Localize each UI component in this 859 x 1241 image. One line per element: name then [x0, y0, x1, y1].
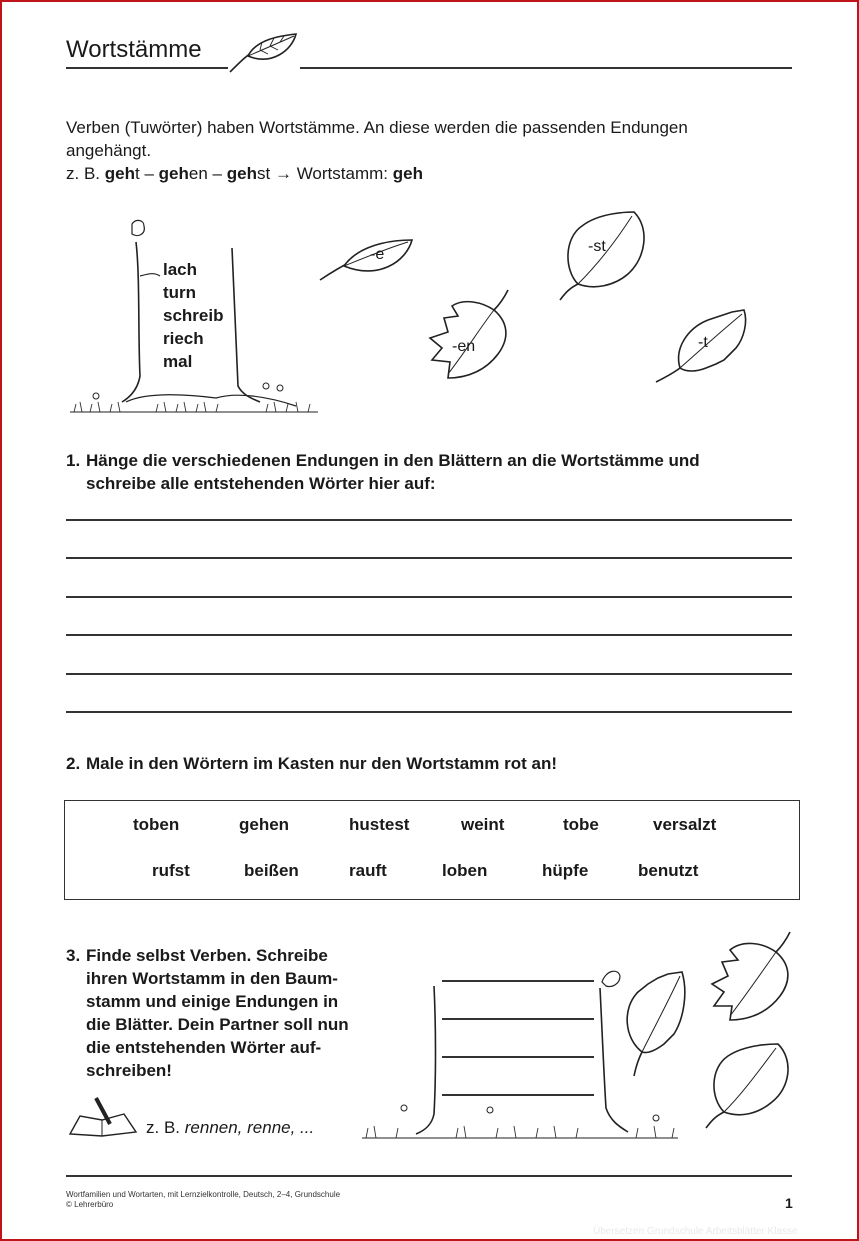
task-3-example: z. B. rennen, renne, ...	[146, 1118, 315, 1137]
book-pencil-icon	[66, 1094, 138, 1138]
stem-word: schreib	[163, 306, 224, 325]
trunk-writing-line[interactable]	[442, 980, 594, 982]
box-word[interactable]: loben	[442, 861, 488, 880]
task-1	[66, 449, 806, 495]
task-3: 3. Finde selbst Verben. Schreibe ihren Wortstamm in den Baum- stamm und einige Endungen in die Blätter. Dein Partner soll nun die entstehenden Wörter auf- schreiben!	[66, 946, 349, 1080]
footer	[66, 1190, 340, 1210]
ending-en: -en	[452, 338, 476, 355]
task-1-number: 1.	[66, 451, 81, 470]
title-leaf-icon	[226, 30, 302, 76]
footer-rule	[66, 1175, 792, 1177]
stem-word: turn	[163, 283, 197, 302]
box-word[interactable]: rufst	[152, 861, 190, 880]
empty-leaf-icon[interactable]	[708, 930, 794, 1024]
bird-icon	[602, 971, 620, 986]
task-1-line-1: Hänge die verschiedenen Endungen in den Blättern an die Wortstämme und	[86, 451, 700, 470]
ending-t: -t	[698, 334, 708, 351]
intro-line-1: Verben (Tuwörter) haben Wortstämme. An diese werden die passenden Endungen	[66, 118, 688, 137]
arrow-icon: →	[274, 164, 292, 183]
box-word[interactable]: benutzt	[638, 861, 699, 880]
task-2-number: 2.	[66, 754, 81, 773]
writing-line[interactable]	[66, 557, 792, 559]
box-word[interactable]: hüpfe	[542, 861, 589, 880]
writing-line[interactable]	[66, 711, 792, 713]
intro-example: z. B. geht – gehen – gehst → Wortstamm: geh	[66, 164, 423, 183]
intro-line-2: angehängt.	[66, 141, 152, 160]
box-word[interactable]: toben	[133, 815, 180, 834]
task-2	[66, 752, 806, 775]
trunk-writing-line[interactable]	[442, 1094, 594, 1096]
box-word[interactable]: versalzt	[653, 815, 717, 834]
writing-line[interactable]	[66, 673, 792, 675]
leaf-st-icon	[556, 208, 652, 304]
leaf-e-icon	[318, 236, 418, 284]
task-3-number: 3.	[66, 946, 81, 965]
box-word[interactable]: weint	[461, 815, 505, 834]
writing-line[interactable]	[66, 596, 792, 598]
writing-line[interactable]	[66, 519, 792, 521]
intro-text	[66, 116, 786, 185]
leaf-en-icon	[424, 288, 516, 382]
footer-line-2: © Lehrerbüro	[66, 1200, 114, 1209]
bird-icon	[132, 220, 144, 235]
stem-word: riech	[163, 329, 204, 348]
task-1-line-2: schreibe alle entstehenden Wörter hier auf:	[86, 474, 436, 493]
trunk-writing-line[interactable]	[442, 1018, 594, 1020]
box-word[interactable]: tobe	[563, 815, 599, 834]
word-stems-list	[163, 258, 223, 373]
title-underline	[66, 67, 228, 69]
task-2-text: Male in den Wörtern im Kasten nur den Wortstamm rot an!	[86, 754, 558, 773]
ending-st: -st	[588, 238, 606, 255]
page-number: 1	[785, 1195, 793, 1211]
empty-leaf-icon[interactable]	[620, 968, 690, 1080]
stem-word: mal	[163, 352, 193, 371]
trunk-writing-line[interactable]	[442, 1056, 594, 1058]
empty-leaf-icon[interactable]	[702, 1040, 796, 1132]
footer-line-1: Wortfamilien und Wortarten, mit Lernzielkontrolle, Deutsch, 2–4, Grundschule	[66, 1190, 341, 1199]
watermark: Übersetzen Grundschule Arbeitsblätter Klasse	[593, 1226, 798, 1237]
page-title: Wortstämme	[66, 36, 202, 63]
box-word[interactable]: hustest	[349, 815, 410, 834]
writing-line[interactable]	[66, 634, 792, 636]
stem-word: lach	[163, 260, 198, 279]
word-box	[64, 800, 800, 900]
box-word[interactable]: beißen	[244, 861, 299, 880]
name-line	[300, 67, 792, 69]
ending-e: -e	[370, 246, 385, 263]
box-word[interactable]: gehen	[239, 815, 290, 834]
box-word[interactable]: rauft	[349, 861, 387, 880]
